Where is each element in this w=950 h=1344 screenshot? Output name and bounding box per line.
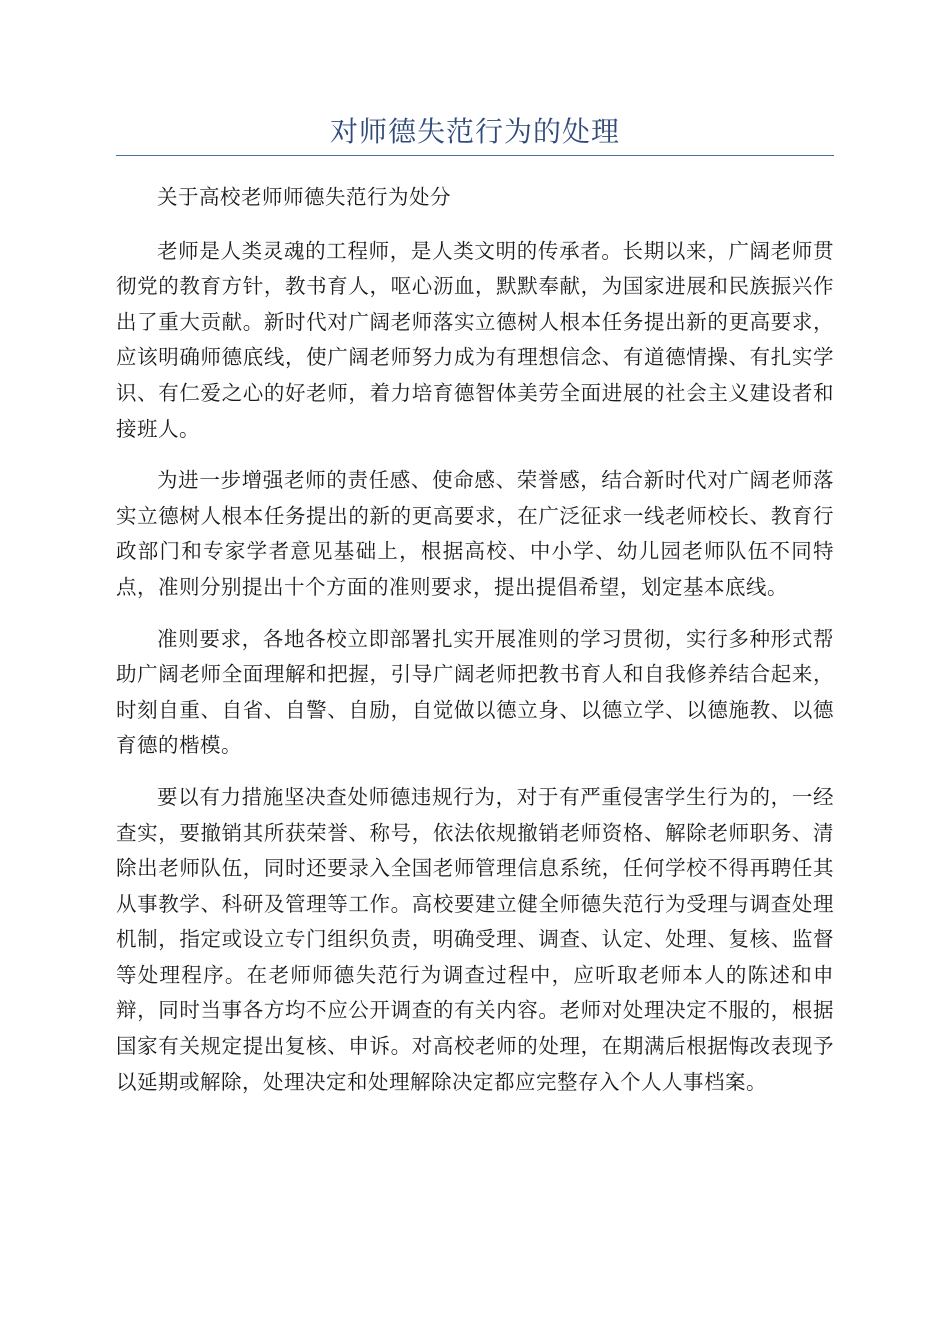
paragraph-1: 老师是人类灵魂的工程师，是人类文明的传承者。长期以来，广阔老师贯彻党的教育方针，教书育人，呕心沥血，默默奉献，为国家进展和民族振兴作出了重大贡献。新时代对广阔老师落实立德树人根本任务提出新的更高要求，应该明确师德底线，使广阔老师努力成为有理想信念、有道德情操、有扎实学识、有仁爱之心的好老师，着力培育德智体美劳全面进展的社会主义建设者和接班人。 (116, 238, 834, 441)
paragraph-2: 为进一步增强老师的责任感、使命感、荣誉感，结合新时代对广阔老师落实立德树人根本任务提出的新的更高要求，在广泛征求一线老师校长、教育行政部门和专家学者意见基础上，根据高校、中小学、幼儿园老师队伍不同特点，准则分别提出十个方面的准则要求，提出提倡希望，划定基本底线。 (116, 468, 834, 599)
document-body (116, 180, 834, 1116)
document-title: 对师德失范行为的处理 (329, 115, 620, 148)
document-subtitle: 关于高校老师师德失范行为处分 (157, 185, 451, 209)
paragraph-3: 准则要求，各地各校立即部署扎实开展准则的学习贯彻，实行多种形式帮助广阔老师全面理解和把握，引导广阔老师把教书育人和自我修养结合起来，时刻自重、自省、自警、自励，自觉做以德立身、以德立学、以德施教、以德育德的楷模。 (116, 626, 834, 758)
title-underline (116, 155, 834, 156)
paragraph-4: 要以有力措施坚决查处师德违规行为，对于有严重侵害学生行为的，一经查实，要撤销其所获荣誉、称号，依法依规撤销老师资格、解除老师职务、清除出老师队伍，同时还要录入全国老师管理信息系统，任何学校不得再聘任其从事教学、科研及管理等工作。高校要建立健全师德失范行为受理与调查处理机制，指定或设立专门组织负责，明确受理、调查、认定、处理、复核、监督等处理程序。在老师师德失范行为调查过程中，应听取老师本人的陈述和申辩，同时当事各方均不应公开调查的有关内容。老师对处理决定不服的，根据国家有关规定提出复核、申诉。对高校老师的处理，在期满后根据悔改表现予以延期或解除，处理决定和处理解除决定都应完整存入个人人事档案。 (116, 784, 834, 1094)
